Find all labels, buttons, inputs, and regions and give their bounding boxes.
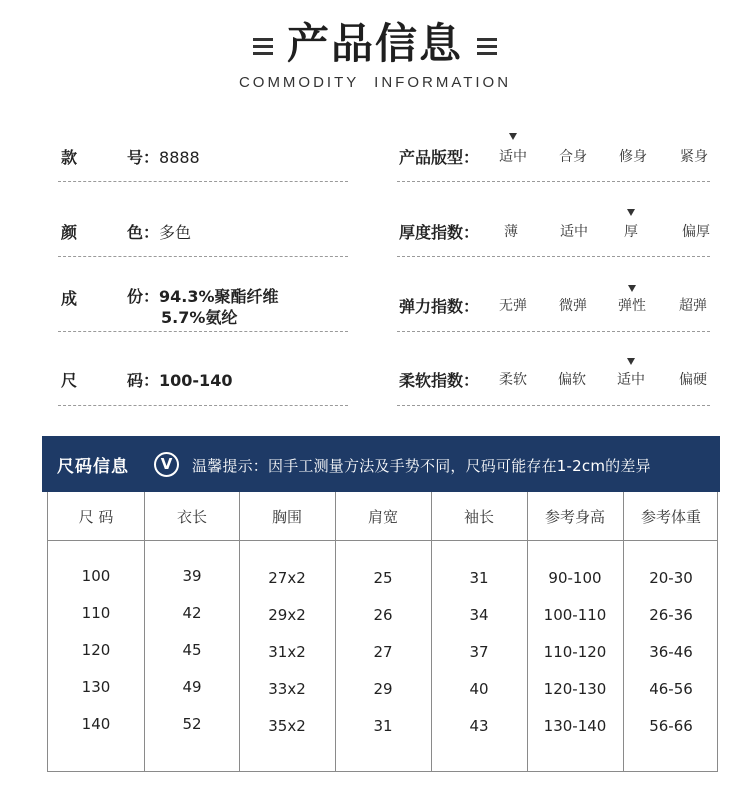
- info-label: 号：8888: [127, 148, 200, 167]
- softness-label: 柔软指数：: [399, 371, 480, 390]
- table-cell: 140: [81, 715, 111, 733]
- column-header: 肩宽: [367, 508, 398, 526]
- table-cell: 33x2: [268, 680, 306, 698]
- info-value: 100-140: [159, 371, 233, 390]
- table-cell: 29: [373, 680, 393, 698]
- elasticity-option: 弹性: [618, 298, 646, 314]
- page-subtitle: COMMODITY INFORMATION: [238, 74, 512, 91]
- table-cell: 25: [373, 569, 393, 587]
- table-cell: 43: [469, 717, 489, 735]
- column-header: 衣长: [176, 508, 207, 526]
- fit-option: 适中: [499, 149, 527, 165]
- info-value: 多色: [159, 223, 192, 242]
- info-label: 份：94.3%聚酯纤维 5.7%氨纶: [127, 287, 279, 327]
- table-cell: 45: [182, 641, 202, 659]
- table-cell: 39: [182, 567, 202, 585]
- softness-option: 偏硬: [679, 372, 707, 388]
- info-label: 颜: [61, 223, 78, 242]
- elasticity-label: 弹力指数：: [399, 297, 480, 316]
- fit-option: 修身: [619, 149, 647, 165]
- info-value-2: 5.7%氨纶: [161, 308, 238, 327]
- softness-option: 适中: [617, 372, 645, 388]
- table-cell: 26-36: [649, 606, 693, 624]
- selected-marker-icon: [627, 209, 635, 216]
- thickness-option: 厚: [624, 224, 638, 240]
- selected-marker-icon: [627, 358, 635, 365]
- table-cell: 27: [373, 643, 393, 661]
- column-header: 袖长: [463, 508, 494, 526]
- divider: [397, 181, 710, 182]
- menu-lines-icon: [477, 34, 497, 59]
- table-cell: 34: [469, 606, 489, 624]
- table-cell: 49: [182, 678, 202, 696]
- divider: [397, 405, 710, 406]
- info-label: 款: [61, 148, 78, 167]
- softness-option: 偏软: [558, 372, 586, 388]
- table-cell: 36-46: [649, 643, 693, 661]
- info-row-composition: [61, 286, 351, 332]
- table-cell: 120: [81, 641, 111, 659]
- table-cell: 31: [469, 569, 489, 587]
- column-header: 参考身高: [544, 508, 605, 526]
- elasticity-option: 超弹: [679, 298, 707, 314]
- column-header: 胸围: [271, 508, 302, 526]
- info-value: 8888: [159, 148, 200, 167]
- elasticity-option: 无弹: [499, 298, 527, 314]
- softness-option: 柔软: [499, 372, 527, 388]
- table-cell: 120-130: [543, 680, 607, 698]
- selected-marker-icon: [509, 133, 517, 140]
- table-cell: 31x2: [268, 643, 306, 661]
- page-title-block: [0, 16, 750, 72]
- table-cell: 100-110: [543, 606, 607, 624]
- info-label: 尺: [61, 371, 78, 390]
- table-cell: 40: [469, 680, 489, 698]
- selected-marker-icon: [628, 285, 636, 292]
- table-cell: 20-30: [649, 569, 693, 587]
- divider: [58, 405, 348, 406]
- fit-option: 合身: [559, 149, 587, 165]
- divider: [58, 181, 348, 182]
- table-cell: 31: [373, 717, 393, 735]
- table-cell: 42: [182, 604, 202, 622]
- table-cell: 90-100: [548, 569, 602, 587]
- table-cell: 35x2: [268, 717, 306, 735]
- info-row-style-number: [61, 145, 351, 175]
- table-cell: 46-56: [649, 680, 693, 698]
- info-label: 码：100-140: [127, 371, 233, 390]
- table-cell: 110: [81, 604, 111, 622]
- fit-option: 紧身: [680, 149, 708, 165]
- info-label: 色：多色: [127, 223, 192, 242]
- thickness-option: 适中: [560, 224, 588, 240]
- size-table: [47, 492, 718, 772]
- thickness-option: 薄: [504, 224, 518, 240]
- fit-label: 产品版型：: [399, 148, 480, 167]
- info-label: 成: [61, 289, 78, 308]
- info-row-color: [61, 220, 351, 250]
- divider: [397, 331, 710, 332]
- size-info-title: 尺码信息: [57, 457, 129, 477]
- v-circle-icon: V: [154, 452, 179, 477]
- table-cell: 130-140: [543, 717, 607, 735]
- menu-lines-icon: [253, 34, 273, 59]
- table-cell: 56-66: [649, 717, 693, 735]
- thickness-label: 厚度指数：: [399, 223, 480, 242]
- info-row-size: [61, 368, 351, 398]
- divider: [58, 256, 348, 257]
- table-cell: 110-120: [543, 643, 607, 661]
- divider: [397, 256, 710, 257]
- table-cell: 52: [182, 715, 202, 733]
- table-cell: 37: [469, 643, 489, 661]
- table-cell: 130: [81, 678, 111, 696]
- size-info-banner: [42, 436, 720, 492]
- table-cell: 27x2: [268, 569, 306, 587]
- table-cell: 100: [81, 567, 111, 585]
- divider: [58, 331, 348, 332]
- measurement-tip: 温馨提示：因手工测量方法及手势不同，尺码可能存在1-2cm的差异: [192, 457, 651, 475]
- info-value: 94.3%聚酯纤维: [159, 287, 279, 306]
- header-divider: [48, 540, 717, 541]
- column-header: 参考体重: [640, 508, 701, 526]
- table-cell: 26: [373, 606, 393, 624]
- table-cell: 29x2: [268, 606, 306, 624]
- thickness-option: 偏厚: [682, 224, 710, 240]
- elasticity-option: 微弹: [559, 298, 587, 314]
- page-title: 产品信息: [286, 19, 463, 68]
- column-header: 尺 码: [78, 508, 114, 526]
